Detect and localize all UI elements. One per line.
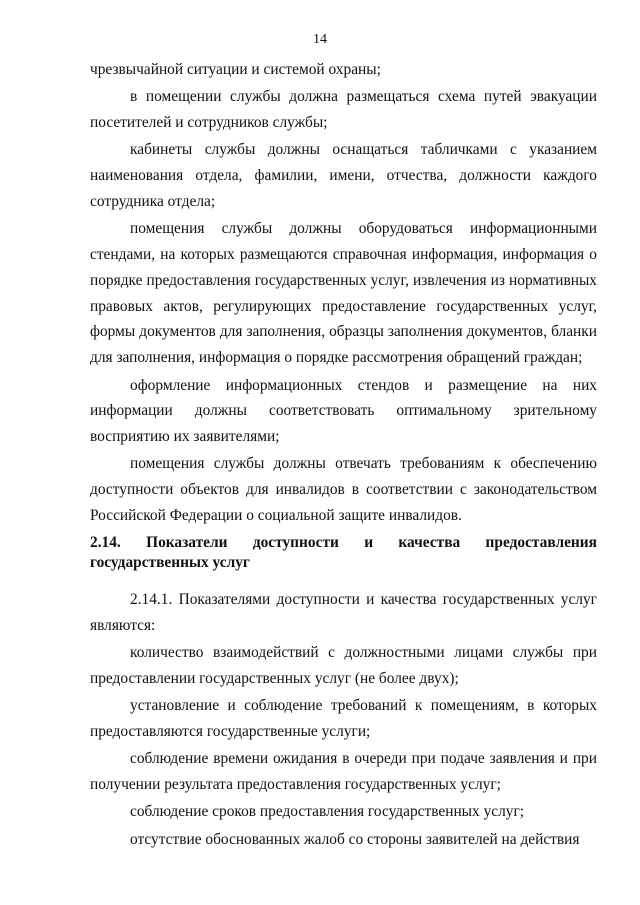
section-heading: 2.14. Показатели доступности и качества предоставления государственных услуг [90,533,597,571]
list-item: количество взаимодействий с должностными лицами службы при предоставлении государственных услуг (не более двух); [90,643,597,687]
paragraph: кабинеты службы должны оснащаться табличками с указанием наименования отдела, фамилии, имени, отчества, должности каждого сотрудника отдела; [90,141,597,210]
list-item: установление и соблюдение требований к помещениям, в которых предоставляются государственные услуги; [90,697,597,740]
paragraph: оформление информационных стендов и размещение на них информации должны соответствовать оптимальному зрительному восприятию их заявителями; [90,376,597,446]
page-number: 14 [313,32,327,47]
paragraph: в помещении службы должна размещаться схема путей эвакуации посетителей и сотрудников службы; [90,88,597,132]
list-item: отсутствие обоснованных жалоб со стороны заявителей на действия [130,830,580,848]
paragraph: помещения службы должны оборудоваться информационными стендами, на которых размещаются справочная информация, информация о порядке предоставления государственных услуг, извлечения из нормативных правовых актов, регулирующих предоставление государственных услуг, формы документов для заполнения, образцы заполнения документов, бланки для заполнения, информация о порядке рассмотрения обращений граждан; [90,220,597,367]
paragraph: чрезвычайной ситуации и системой охраны; [90,61,381,78]
paragraph: помещения службы должны отвечать требованиям к обеспечению доступности объектов для инвалидов в соответствии с законодательством Российской Федерации о социальной защите инвалидов. [90,455,597,525]
list-item: соблюдение сроков предоставления государственных услуг; [130,803,525,821]
paragraph: 2.14.1. Показателями доступности и качества государственных услуг являются: [90,590,597,634]
list-item: соблюдение времени ожидания в очереди при подаче заявления и при получении результата предоставления государственных услуг; [90,750,597,793]
page-body [90,57,597,854]
